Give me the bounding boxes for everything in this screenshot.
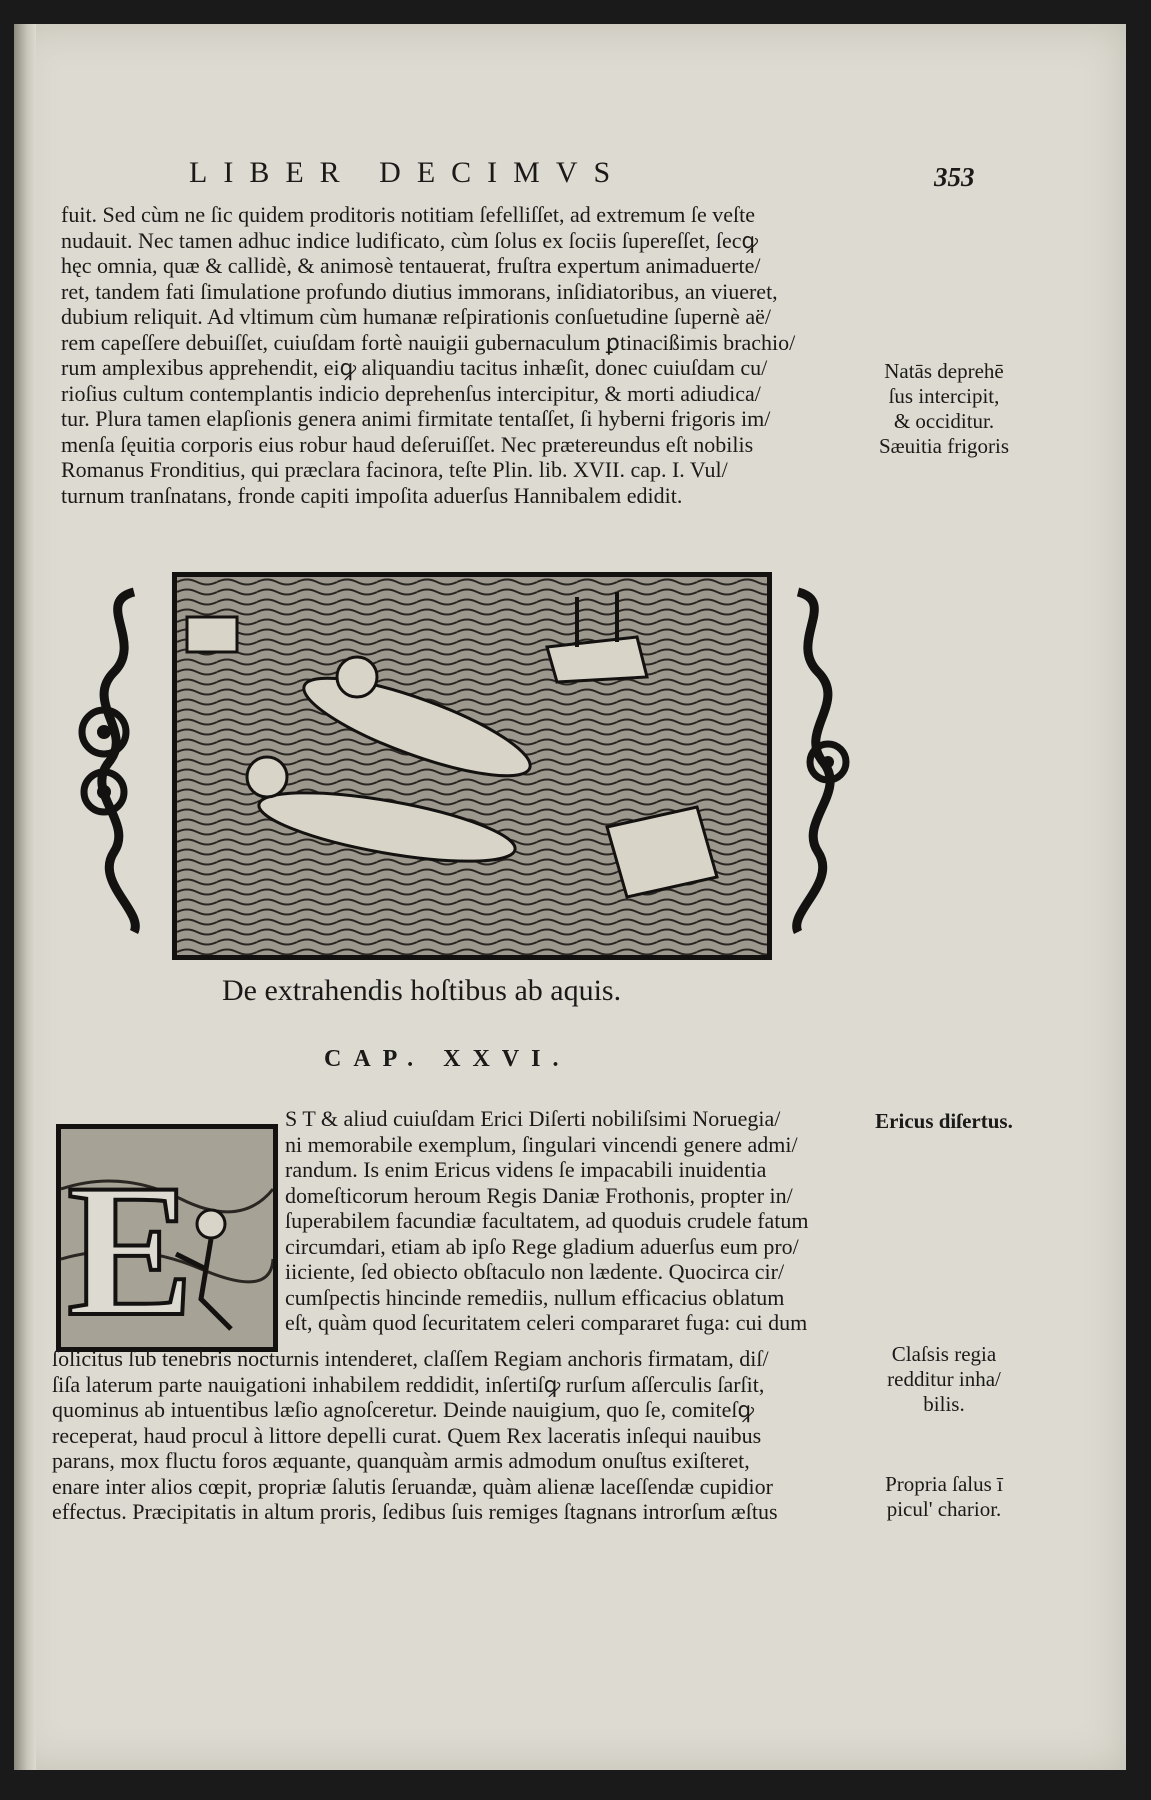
text-line: cumſpectis hincinde remediis, nullum efficacius oblatum (285, 1284, 785, 1310)
text-line: ſuperabilem facundiæ facultatem, ad quoduis crudele fatum (285, 1208, 809, 1233)
text-line: rioſius cultum contemplantis indicio deprehenſus intercipitur, & morti adiudica/ (61, 380, 761, 406)
margin-note-line: bilis. (923, 1392, 965, 1416)
svg-text:E: E (67, 1146, 194, 1347)
chapter-text-beside-initial (285, 1106, 860, 1336)
margin-note-propria (869, 1472, 1019, 1522)
swimmers-scene (172, 572, 772, 960)
left-ornament-icon (74, 582, 162, 942)
margin-note-line: Claſsis regia (891, 1342, 997, 1366)
margin-note-ericus: Ericus diſertus. (875, 1109, 1013, 1133)
decorated-initial-e (56, 1124, 278, 1352)
text-line: ret, tandem fati ſimulatione profundo diutius immorans, inſidiatoribus, an viueret, (61, 278, 778, 304)
text-line: Romanus Fronditius, qui præclara facinora, teſte Plin. lib. XVII. cap. I. Vul/ (61, 457, 728, 482)
body-paragraph (61, 202, 871, 508)
text-line: rum amplexibus apprehendit, eiꝙ aliquandiu tacitus inhæſit, donec cuiuſdam cu/ (61, 355, 768, 380)
text-line: enare inter alios cœpit, propriæ ſalutis ſeruandæ, quàm alienæ laceſſendæ cupidior (52, 1473, 773, 1499)
text-line: ſiſa laterum parte nauigationi inhabilem reddidit, inſertiſꝙ rurſum aſſerculis ſarſit, (52, 1371, 765, 1397)
margin-note-line: ſus intercipit, (888, 384, 1000, 408)
chapter-text-full (52, 1346, 862, 1525)
book-page (14, 24, 1126, 1770)
margin-note-line: & occiditur. (893, 409, 995, 433)
text-line: fuit. Sed cùm ne ſic quidem proditoris notitiam ſefelliſſet, ad extremum ſe veſte (61, 202, 756, 227)
running-title: LIBER DECIMVS (189, 156, 627, 189)
text-line: nudauit. Nec tamen adhuc indice ludificato, cùm ſolus ex ſociis ſupereſſet, ſecꝙ (61, 227, 759, 253)
page-gutter (14, 24, 36, 1770)
margin-note-line: Sæuitia frigoris (878, 434, 1010, 458)
text-line: randum. Is enim Ericus videns ſe impacabili inuidentia (285, 1157, 767, 1182)
text-line: quominus ab intuentibus læſio agnoſceretur. Deinde nauigium, quo ſe, comiteſꝙ (52, 1397, 755, 1422)
margin-note-line: picul' charior. (886, 1497, 1002, 1521)
margin-note-line: Natās deprehē (884, 359, 1004, 383)
text-line: eſt, quàm quod ſecuritatem celeri compararet fuga: cui dum (285, 1310, 808, 1335)
text-line: tur. Plura tamen elapſionis genera animi firmitate tentaſſet, ſi hyberni frigoris im/ (61, 406, 771, 431)
illustration-caption: De extrahendis hoſtibus ab aquis. (222, 974, 622, 1007)
margin-note-line: redditur inha/ (887, 1367, 1001, 1391)
text-line: menſa ſęuitia corporis eius robur haud deſeruiſſet. Nec prætereundus eſt nobilis (61, 431, 754, 457)
page-number: 353 (934, 162, 975, 192)
text-line: dubium reliquit. Ad vltimum cùm humanæ reſpirationis conſuetudine ſupernè aë/ (61, 304, 771, 329)
text-line: rem capeſſere debuiſſet, cuiuſdam fortè nauigii gubernaculum ꝑtinacißimis brachio/ (61, 329, 796, 355)
text-line: hęc omnia, quæ & callidè, & animosè tentauerat, fruſtra expertum animaduerte/ (61, 253, 761, 278)
text-line: turnum tranſnatans, fronde capiti impoſita aduerſus Hannibalem edidit. (61, 482, 683, 508)
text-line: parans, mox fluctu foros æquante, quanquàm armis admodum onuſtus exiſteret, (52, 1448, 750, 1473)
text-line: domeſticorum heroum Regis Daniæ Frothonis, propter in/ (285, 1182, 793, 1208)
text-line: S T & aliud cuiuſdam Erici Diſerti nobiliſsimi Noruegia/ (285, 1106, 781, 1131)
margin-note-classis (869, 1342, 1019, 1417)
text-line: ſolicitus ſub tenebris nocturnis intenderet, claſſem Regiam anchoris firmatam, diſ/ (52, 1346, 769, 1371)
woodcut-illustration (74, 572, 858, 954)
margin-note-line: Propria ſalus ī (885, 1472, 1003, 1496)
text-line: iiciente, ſed obiecto obſtaculo non lædente. Quocirca cir/ (285, 1259, 785, 1284)
chapter-heading: CAP. XXVI. (324, 1046, 571, 1072)
right-ornament-icon (770, 582, 858, 942)
text-line: ni memorabile exemplum, ſingulari vincendi genere admi/ (285, 1131, 798, 1157)
text-line: effectus. Præcipitatis in altum proris, ſedibus ſuis remiges ſtagnans introrſum æſtus (52, 1499, 778, 1524)
text-line: receperat, haud procul à littore depelli curat. Quem Rex laceratis inſequi nauibus (52, 1422, 762, 1448)
margin-note-natas (869, 359, 1019, 459)
text-line: circumdari, etiam ab ipſo Rege gladium aduerſus eum pro/ (285, 1233, 799, 1259)
